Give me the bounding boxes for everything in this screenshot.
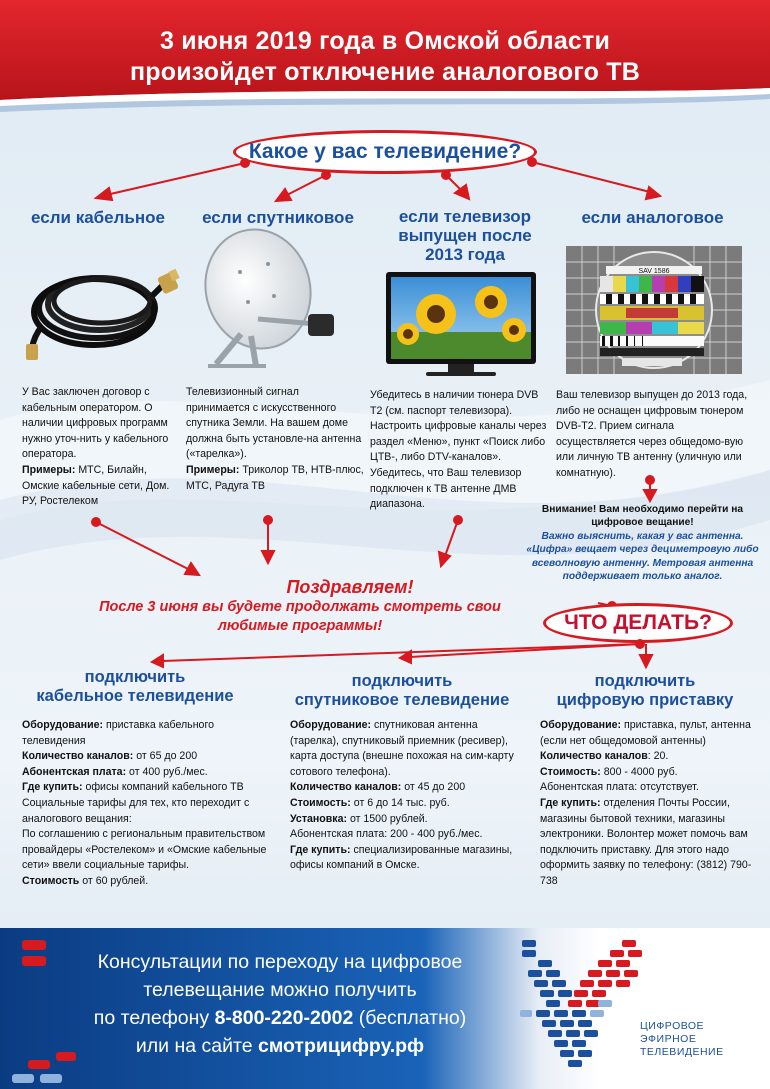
- page-title-line2: произойдет отключение аналогового ТВ: [129, 58, 641, 86]
- option-row: [540, 796, 755, 890]
- option-row: [22, 827, 272, 874]
- option-row: [290, 780, 528, 796]
- footer-line4-prefix: или на сайте: [135, 1035, 258, 1057]
- brand-line1: ЦИФРОВОЕ: [640, 1020, 705, 1032]
- option-row: [22, 780, 272, 796]
- footer-line3: [40, 1004, 520, 1032]
- option-title-satellite: [282, 672, 522, 710]
- option-title-satellite-line2: спутниковое телевидение: [294, 691, 510, 709]
- question-oval: Какое у вас телевидение?: [233, 130, 537, 174]
- option-title-cable: [20, 668, 250, 706]
- footer-line4: [40, 1032, 520, 1060]
- option-title-digital-line2: цифровую приставку: [556, 691, 734, 709]
- option-row-label: Оборудование:: [540, 719, 622, 731]
- category-text-analog-p1: Ваш телевизор выпущен до 2013 года, либо не оснащен цифровым тюнером DVB-T2. Прием сигнала осуществляется через общедомо-вую или личную ТВ антенну (уличную или комнатную).: [556, 389, 748, 479]
- option-row-label: Абонентская плата:: [22, 765, 127, 778]
- warning-text: Важно выяснить, какая у вас антенна. «Цифра» вещает через дециметровую либо всеволновую антенну. Метровая антенна поддерживает только аналог.: [526, 530, 759, 583]
- option-row-value: Абонентская плата: отсутствует.: [540, 781, 699, 794]
- option-title-satellite-line1: подключить: [351, 672, 453, 690]
- option-row-value: отделения Почты России, магазины бытовой техники, магазины электроники. Волонтер может помочь вам подключить приставку. Для этого надо оформить заявку по телефону: (3812) 790-738: [540, 796, 752, 887]
- option-row-value: от 400 руб./мес.: [126, 765, 208, 778]
- examples-value: МТС, Билайн, Омские кабельные сети, Дом. РУ, Ростелеком: [22, 463, 170, 508]
- option-row-value: : 20.: [647, 750, 669, 763]
- option-row: [22, 796, 272, 827]
- category-text-cable-p1: У Вас заключен договор с кабельным оператором. О наличии цифровых программ нужно уточ-нить у кабельного оператора.: [22, 386, 169, 461]
- option-title-cable-line1: подключить: [84, 668, 186, 686]
- option-row-label: Установка:: [290, 812, 347, 825]
- option-title-digital-line1: подключить: [594, 672, 696, 690]
- option-row: [290, 812, 528, 828]
- footer-line1: Консультации по переходу на цифровое: [97, 951, 463, 973]
- examples-value: Триколор ТВ, НТВ-плюс, МТС, Радуга ТВ: [186, 463, 364, 492]
- option-row: [540, 765, 755, 781]
- option-row-label: Оборудование:: [290, 719, 372, 731]
- warning-title: Внимание! Вам необходимо перейти на цифровое вещание!: [541, 504, 744, 529]
- option-row-value: специализированные магазины, офисы компаний в Омске.: [290, 843, 513, 872]
- brand-logo-icon: [518, 936, 648, 1081]
- option-row-label: Стоимость:: [290, 796, 351, 809]
- option-row-value: Абонентская плата: 200 - 400 руб./мес.: [290, 828, 483, 841]
- option-row-label: Где купить:: [290, 843, 351, 856]
- option-row-label: Оборудование:: [22, 719, 104, 731]
- option-row: [22, 874, 272, 890]
- option-row-value: офисы компаний кабельного ТВ: [82, 781, 244, 794]
- option-row: [290, 796, 528, 812]
- option-row: [540, 749, 755, 765]
- option-row-label: Количество каналов:: [290, 781, 402, 794]
- option-row-label: Количество каналов: [540, 750, 648, 763]
- website-link[interactable]: смотрицифру.рф: [257, 1035, 425, 1057]
- footer-line3-suffix: (бесплатно): [353, 1007, 467, 1029]
- brand-line3: ТЕЛЕВИДЕНИЕ: [640, 1046, 724, 1058]
- option-text-satellite: [290, 718, 528, 874]
- option-row-value: от 45 до 200: [401, 781, 466, 794]
- option-row-value: от 6 до 14 тыс. руб.: [350, 796, 450, 809]
- brand-text: [640, 1020, 760, 1059]
- category-title-satellite: если спутниковое: [202, 208, 354, 227]
- option-row: [22, 765, 272, 781]
- option-row-value: приставка кабельного телевидения: [22, 719, 214, 747]
- option-row: [290, 718, 528, 780]
- option-row-label: Количество каналов:: [22, 750, 134, 763]
- option-title-cable-line2: кабельное телевидение: [36, 687, 234, 705]
- examples-label: Примеры:: [22, 463, 76, 476]
- category-title-new-tv-line2: выпущен после: [398, 226, 532, 245]
- option-row-value: от 65 до 200: [133, 750, 198, 763]
- option-row-value: приставка, пульт, антенна (если нет общедомовой антенны): [540, 719, 751, 747]
- phone-number[interactable]: 8-800-220-2002: [214, 1007, 354, 1029]
- page-title-line1: 3 июня 2019 года в Омской области: [159, 27, 611, 55]
- category-text-new-tv-p1: Убедитесь в наличии тюнера DVB T2 (см. паспорт телевизора). Настроить цифровые каналы через раздел «Меню», пункт «Поиск либо ЦТВ-, либо DTV-каналов». Убедитесь, что Ваш телевизор подключен к ТВ антенне ДМВ диапазона.: [370, 389, 547, 511]
- option-text-digital: [540, 718, 755, 890]
- category-title-new-tv-line1: если телевизор: [398, 207, 532, 226]
- category-title-new-tv-line3: 2013 года: [425, 245, 505, 264]
- option-row-value: Социальные тарифы для тех, кто переходит с аналогового вещания:: [22, 796, 250, 825]
- option-row-value: от 60 рублей.: [79, 874, 149, 887]
- option-row: [290, 827, 528, 843]
- option-row: [540, 718, 755, 749]
- option-row-value: спутниковая антенна (тарелка), спутниковый приемник (ресивер), карта доступа (внешне похожая на сим-карту сотового телефона).: [290, 719, 514, 778]
- option-row: [22, 749, 272, 765]
- option-row-label: Стоимость: [22, 874, 80, 887]
- option-row-label: Где купить:: [22, 781, 83, 794]
- option-row: [22, 718, 272, 749]
- footer-text: [40, 948, 520, 1060]
- footer-line3-prefix: по телефону: [93, 1007, 215, 1029]
- congrats-title: Поздравляем!: [286, 577, 414, 597]
- option-row-value: 800 - 4000 руб.: [600, 765, 678, 778]
- category-text-satellite-p1: Телевизионный сигнал принимается с искусственного спутника Земли. На вашем доме должна быть установле-на антенна («тарелка»).: [186, 386, 362, 461]
- option-row-value: По соглашению с региональным правительством провайдеры «Ростелеком» и «Омские кабельные сети» ввели социальные тарифы.: [22, 828, 267, 872]
- brand-line2: ЭФИРНОЕ: [640, 1033, 697, 1045]
- examples-label: Примеры:: [186, 463, 240, 476]
- option-row-value: от 1500 рублей.: [347, 812, 428, 825]
- category-title-cable: если кабельное: [31, 208, 165, 227]
- what-to-do-oval: ЧТО ДЕЛАТЬ?: [543, 603, 733, 643]
- category-title-analog: если аналоговое: [581, 208, 724, 227]
- option-row: [290, 843, 528, 874]
- option-title-digital: [540, 672, 750, 710]
- option-text-cable: [22, 718, 272, 890]
- test-pattern-stamp: SAV 1586: [638, 268, 670, 275]
- option-row: [540, 780, 755, 796]
- option-row-label: Где купить:: [540, 796, 601, 809]
- footer-line2: телевещание можно получить: [143, 979, 417, 1001]
- option-row-label: Стоимость:: [540, 765, 601, 778]
- congrats-text: После 3 июня вы будете продолжать смотреть свои любимые программы!: [99, 599, 501, 634]
